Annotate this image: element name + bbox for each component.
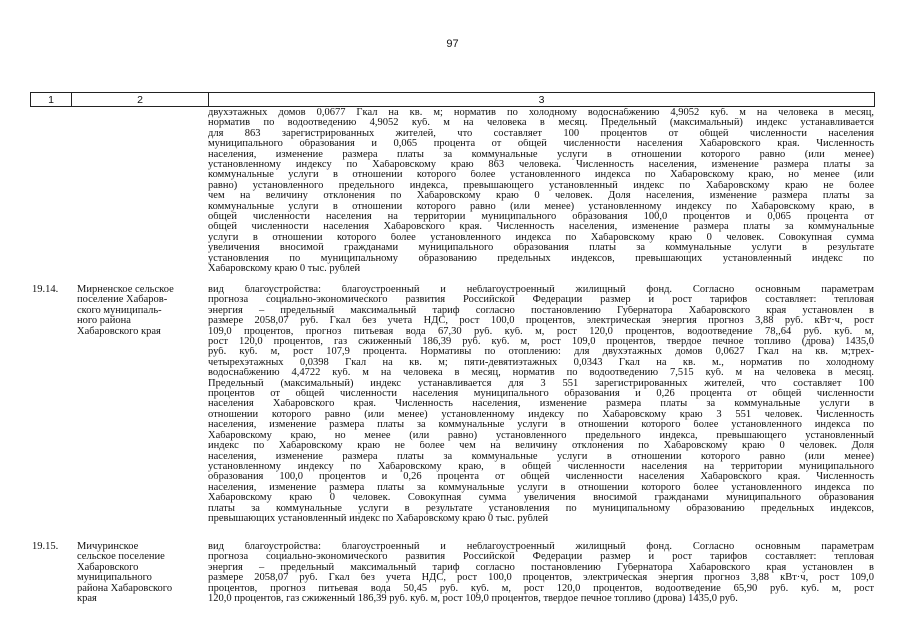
text-line: коммунальные услуги в отношении которого равно (или менее) установленному индексу по Хабаровскому краю, в — [208, 201, 874, 212]
text-line: Предельный (максимальный) индекс устанавливается для 3 551 зарегистрированных жителей, что составляет 100 — [208, 378, 874, 389]
text-line: установленному индексу по Хабаровскому краю 863 человека. Численность населения, изменение размера платы за — [208, 160, 874, 171]
settlement-name — [71, 285, 208, 524]
settlement-name — [71, 108, 208, 275]
table-row — [30, 285, 875, 524]
name-line: сельское поселение — [77, 551, 165, 563]
table-row-continuation — [30, 108, 875, 275]
text-line: установления по муниципальному образованию предельных индексов, превышающих установленный индекс по — [208, 253, 874, 264]
text-line: рост 120,0 процентов, газ сжиженный 186,39 руб. куб. м, рост 109,0 процентов, твердое печное топливо (дрова) 1435,0 — [208, 337, 874, 348]
row-description — [208, 542, 875, 604]
text-line: прогноза социально-экономического развития Российской Федерации размер и рост тарифов составляет: тепловая — [208, 552, 874, 563]
row-description — [208, 285, 875, 524]
text-line: энергия – предельный максимальный тариф согласно постановлению Губернатора Хабаровского края установлен в — [208, 562, 874, 573]
text-line: энергия – предельный максимальный тариф согласно постановлению Губернатора Хабаровского края установлен в — [208, 305, 874, 316]
header-col-3: 3 — [538, 93, 545, 106]
header-col-2: 2 — [72, 93, 209, 106]
text-line: услуги в отношении которого более установленного индекса по Хабаровскому краю 0 человек. Совокупная сумма — [208, 232, 874, 243]
name-line: Хабаровского края — [77, 325, 161, 337]
text-line: размере 2058,07 руб. Гкал без учета НДС, рост 100,0 процентов, электрическая энергия прогноз 3,88 кВт·ч, рост 109,0 — [208, 573, 874, 584]
name-line: района Хабаровского — [77, 582, 173, 594]
text-line: платы за коммунальные услуги в результате установления по муниципальному образованию предельных индексов, — [208, 503, 874, 514]
row-description — [208, 108, 875, 275]
text-line: населения, изменение размера платы за коммунальные услуги в отношении которого равно (или менее) — [208, 149, 874, 160]
text-line: установленному индексу по Хабаровскому краю, в общей численности населения на территории муниципального — [208, 461, 874, 472]
name-line: Хабаровского — [77, 561, 139, 573]
row-number — [30, 108, 71, 275]
text-line: общей численности населения на территории муниципального образования 100,0 процентов и 0,065 процента от — [208, 212, 874, 223]
text-line: отношении которого равно (или менее) установленному индексу по Хабаровскому краю 3 551 человек. Численность — [208, 409, 874, 420]
text-line: населения Хабаровского края. Численность населения, изменение размера платы за коммунальные услуги в — [208, 399, 874, 410]
text-line: коммунальные услуги в отношении которого более установленного индекса по Хабаровскому краю, но менее (или — [208, 170, 874, 181]
text-line: двухэтажных домов 0,0677 Гкал на кв. м; норматив по холодному водоснабжению 4,9052 куб. м на человека в месяц, — [208, 108, 874, 118]
table-header — [30, 92, 875, 107]
text-line: руб. куб. м, рост 107,9 процента. Нормативы по отоплению: для двухэтажных домов 0,0627 Гкал на кв. м;трех- — [208, 347, 874, 358]
text-line: увеличения вносимой гражданами муниципального образования платы за коммунальные услуги в результате — [208, 243, 874, 254]
header-col-1: 1 — [31, 93, 72, 106]
text-line: прогноза социально-экономического развития Российской Федерации размер и рост тарифов составляет: тепловая — [208, 295, 874, 306]
name-line: ного района — [77, 315, 131, 327]
text-line: норматив по водоотведению 4,9052 куб. м на человека в месяц. Предельный (максимальный) индекс устанавливается — [208, 118, 874, 129]
text-line: общей численности населения Хабаровского края. Численность населения, изменение размера платы за коммунальные — [208, 222, 874, 233]
row-number: 19.14. — [32, 284, 59, 295]
text-line: для 863 зарегистрированных жителей, что составляет 100 процентов от общей численности населения — [208, 128, 874, 139]
text-line: индекс по Хабаровскому краю не более чем на величину отклонения по Хабаровскому краю 0 человек. Доля — [208, 441, 874, 452]
text-line: муниципального образования и 0,065 процента от общей численности населения Хабаровского края. Численность — [208, 139, 874, 150]
name-line: края — [77, 593, 97, 605]
text-line: Хабаровскому краю, но менее (или равно) установленного предельного индекса, превышающего установленный — [208, 430, 874, 441]
name-line: Мичуринское — [77, 541, 139, 552]
text-line: Хабаровскому краю 0 человек. Совокупная сумма увеличения вносимой гражданами муниципального образования — [208, 493, 874, 504]
text-line: превышающих установленный индекс по Хабаровскому краю 0 тыс. рублей — [208, 513, 549, 524]
text-line: чем на величину отклонения по Хабаровскому краю 0 человек. Доля населения, изменение размера платы за — [208, 191, 874, 202]
text-line: водоснабжению 4,4722 куб. м на человека в месяц, норматив по водоотведению 7,515 куб. м на человека в месяц. — [208, 368, 874, 379]
text-line: населения, изменение размера платы за коммунальные услуги в отношении которого более установленного индекса по — [208, 482, 874, 493]
text-line: Хабаровскому краю 0 тыс. рублей — [208, 264, 361, 275]
name-line: Мирненское сельское — [77, 284, 174, 295]
text-line: населения, изменение размера платы за коммунальные услуги в отношении которого равно (или менее) — [208, 451, 874, 462]
text-line: 109,0 процентов, прогноз питьевая вода 67,30 руб. куб. м, рост 120,0 процентов, водоотведение 78,,64 руб. куб. м, — [208, 326, 874, 337]
text-line: 120,0 процентов, газ сжиженный 186,39 руб. куб. м, рост 109,0 процентов, твердое печное топливо (дрова) 1435,0 руб. — [208, 594, 738, 605]
text-line: равно) установленного предельного индекса, превышающего установленный индекс по Хабаровскому краю не более — [208, 180, 874, 191]
name-line: поселение Хабаров- — [77, 294, 168, 306]
text-line: образования 100,0 процентов и 0,26 процента от общей численности населения Хабаровского края. Численность — [208, 472, 874, 483]
settlement-name — [71, 542, 208, 604]
table-row — [30, 542, 875, 604]
text-line: вид благоустройства: благоустроенный и неблагоустроенный жилищный фонд. Согласно основным параметрам — [208, 542, 874, 552]
text-line: населения, изменение размера платы за коммунальные услуги в отношении которого более установленного индекса по — [208, 420, 874, 431]
row-number: 19.15. — [32, 541, 59, 552]
text-line: процентов, прогноз питьевая вода 50,45 руб. куб. м, рост 120,0 процентов, водоотведение 65,90 руб. куб. м, рост — [208, 583, 874, 594]
text-line: процентов от общей численности населения муниципального образования и 0,26 процента от общей численности — [208, 389, 874, 400]
name-line: ского муниципаль- — [77, 304, 162, 316]
text-line: вид благоустройства: благоустроенный и неблагоустроенный жилищный фонд. Согласно основным параметрам — [208, 285, 874, 295]
name-line: муниципального — [77, 572, 152, 584]
page-number: 97 — [446, 38, 459, 50]
text-line: четырехэтажных 0,0398 Гкал на кв. м; пяти-девятиэтажных 0,0343 Гкал на кв. м., норматив по холодному — [208, 357, 874, 368]
text-line: размере 2058,07 руб. Гкал без учета НДС, рост 100,0 процентов, электрическая энергия прогноз 3,88 руб. кВт·ч, рост — [208, 316, 874, 327]
